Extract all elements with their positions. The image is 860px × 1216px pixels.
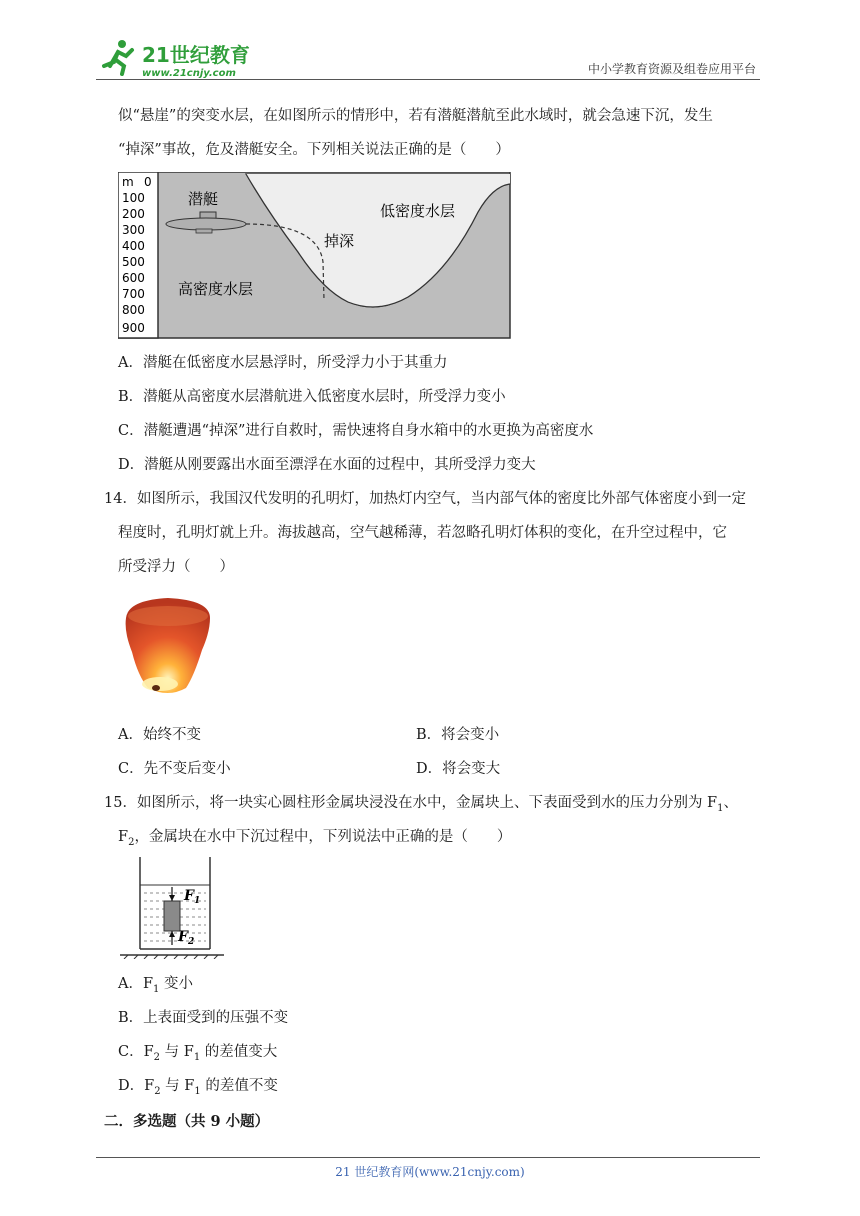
depth-tick: 800 <box>122 303 145 317</box>
q14-line-1: 14．如图所示，我国汉代发明的孔明灯，加热灯内空气，当内部气体的密度比外部气体密度小到一定 <box>104 491 746 507</box>
q13-option-a: A．潜艇在低密度水层悬浮时，所受浮力小于其重力 <box>118 355 448 371</box>
sky-lantern-image <box>118 592 216 708</box>
q14-line-3: 所受浮力（ ） <box>118 559 234 575</box>
label-submarine: 潜艇 <box>188 190 219 208</box>
q14-option-b: B．将会变小 <box>416 727 500 743</box>
q15-option-a: A．$F_1$ 变小 <box>118 976 194 995</box>
label-high-density: 高密度水层 <box>178 280 254 298</box>
q15-line-1: 15．如图所示，将一块实心圆柱形金属块浸没在水中，金属块上、下表面受到水的压力分别为 $F_1$、 <box>104 795 738 814</box>
footer-link[interactable]: 21 世纪教育网(www.21cnjy.com) <box>335 1165 525 1179</box>
q13-figure <box>118 172 512 344</box>
q14-option-a: A．始终不变 <box>118 727 201 743</box>
q15-option-b: B．上表面受到的压强不变 <box>118 1010 289 1026</box>
q13-line-1: 似“悬崖”的突变水层，在如图所示的情形中，若有潜艇潜航至此水域时，就会急速下沉，发生 <box>118 108 713 124</box>
depth-unit: m <box>122 175 134 189</box>
depth-tick: 400 <box>122 239 145 253</box>
depth-tick: 700 <box>122 287 145 301</box>
q15-option-c: C．$F_2$ 与 $F_1$ 的差值变大 <box>118 1044 278 1063</box>
depth-tick: 300 <box>122 223 145 237</box>
q15-line-2: $F_2$，金属块在水中下沉过程中，下列说法中正确的是（ ） <box>118 829 512 848</box>
platform-name: 中小学教育资源及组卷应用平台 <box>587 62 756 76</box>
label-low-density: 低密度水层 <box>380 202 456 220</box>
q14-option-d: D．将会变大 <box>416 761 501 777</box>
site-logo <box>96 36 266 80</box>
depth-tick: 900 <box>122 321 145 335</box>
depth-tick: 200 <box>122 207 145 221</box>
footer-divider <box>96 1157 760 1158</box>
q15-option-d: D．$F_2$ 与 $F_1$ 的差值不变 <box>118 1078 278 1097</box>
q14-line-2: 程度时，孔明灯就上升。海拔越高，空气越稀薄，若忽略孔明灯体积的变化，在升空过程中，它 <box>118 525 727 541</box>
logo-url: www.21cnjy.com <box>142 68 236 79</box>
q13-line-2: “掉深”事故，危及潜艇安全。下列相关说法正确的是（ ） <box>118 142 510 158</box>
depth-tick: 100 <box>122 191 145 205</box>
depth-tick: 600 <box>122 271 145 285</box>
depth-tick: 0 <box>144 175 152 189</box>
runner-icon <box>104 40 132 74</box>
depth-tick: 500 <box>122 255 145 269</box>
svg-text:F2: $F_2$ <box>178 929 195 947</box>
q13-option-b: B．潜艇从高密度水层潜航进入低密度水层时，所受浮力变小 <box>118 389 506 405</box>
logo-text: 21世纪教育 <box>142 43 250 67</box>
svg-text:F1: $F_1$ <box>184 888 201 906</box>
q15-figure <box>118 855 228 963</box>
section-heading-multiple-choice: 二．多选题（共 9 小题） <box>104 1113 270 1130</box>
header-divider <box>96 79 760 80</box>
q13-option-c: C．潜艇遭遇“掉深”进行自救时，需快速将自身水箱中的水更换为高密度水 <box>118 423 594 439</box>
label-drop: 掉深 <box>324 232 355 250</box>
q14-option-c: C．先不变后变小 <box>118 761 231 777</box>
q13-option-d: D．潜艇从刚要露出水面至漂浮在水面的过程中，其所受浮力变大 <box>118 457 536 473</box>
